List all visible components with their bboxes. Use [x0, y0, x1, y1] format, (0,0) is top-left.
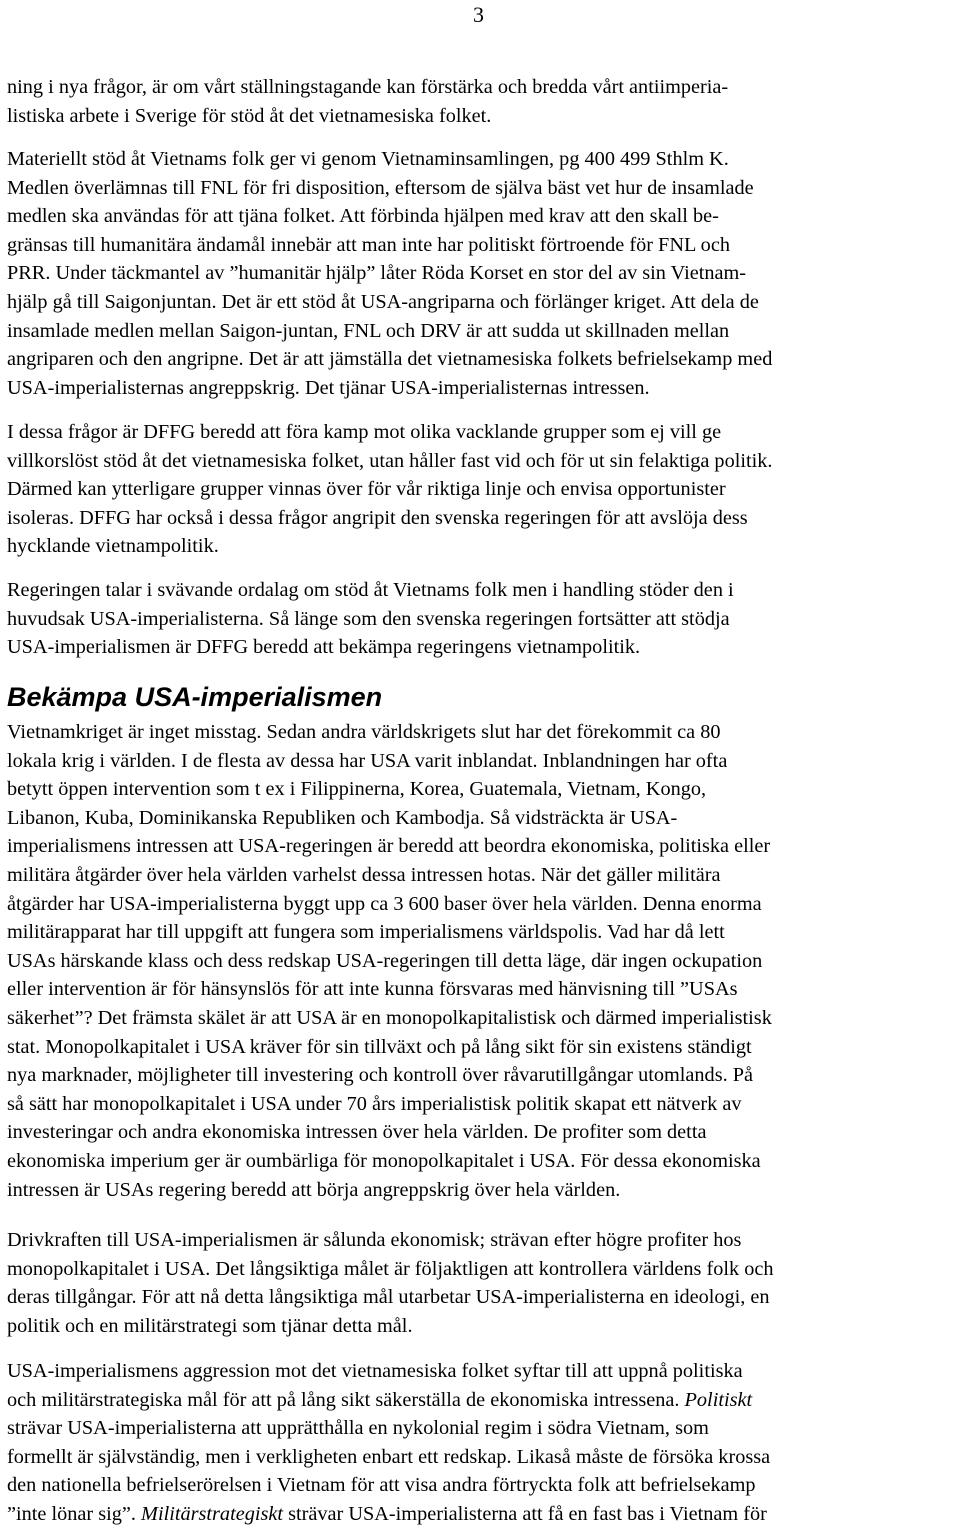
text-line: villkorslöst stöd åt det vietnamesiska folket, utan håller fast vid och för ut sin felaktiga politik.: [7, 449, 773, 472]
paragraph: [7, 145, 772, 402]
text-line: Regeringen talar i svävande ordalag om stöd åt Vietnams folk men i handling stöder den i: [7, 579, 734, 601]
text-line: isoleras. DFFG har också i dessa frågor angripit den svenska regeringen för att avslöja dess: [7, 506, 748, 529]
text-line: USA-imperialismens aggression mot det vietnamesiska folket syftar till att uppnå politiska: [7, 1360, 743, 1382]
text-line: insamlade medlen mellan Saigon-juntan, FNL och DRV är att sudda ut skillnaden mellan: [7, 319, 730, 342]
text-line: formellt är självständig, men i verkligheten enbart ett redskap. Likaså måste de försöka krossa: [7, 1445, 771, 1468]
text-line: USA-imperialismen är DFFG beredd att bekämpa regeringens vietnampolitik.: [7, 636, 641, 659]
text-line: lokala krig i världen. I de flesta av dessa har USA varit inblandat. Inblandningen har ofta: [7, 749, 728, 772]
text-line: säkerhet”? Det främsta skälet är att USA är en monopolkapitalistisk och därmed imperialistisk: [7, 1006, 772, 1029]
text-line: USAs härskande klass och dess redskap USA-regeringen till detta läge, där ingen ockupation: [7, 949, 763, 972]
text-line: militärapparat har till uppgift att fungera som imperialismens världspolis. Vad har då lett: [7, 921, 725, 944]
text-line: nya marknader, möjligheter till investering och kontroll över råvarutillgångar utomlands. På: [7, 1064, 754, 1087]
text-line: Libanon, Kuba, Dominikanska Republiken och Kambodja. Så vidsträckta är USA-: [7, 806, 678, 829]
text-line: angriparen och den angripne. Det är att jämställa det vietnamesiska folkets befrielsekamp med: [7, 348, 773, 371]
text-run: och militärstrategiska mål för att på lång sikt säkerställa de ekonomiska intressena.: [7, 1388, 685, 1411]
text-line: militära åtgärder över hela världen varhelst dessa intressen hotas. När det gäller militära: [7, 863, 721, 886]
text-line: investeringar och andra ekonomiska intressen över hela världen. De profiter som detta: [7, 1121, 707, 1144]
text-line: Därmed kan ytterligare grupper vinnas över för vår riktiga linje och envisa opportunister: [7, 478, 726, 501]
text-line: hycklande vietnampolitik.: [7, 535, 219, 558]
text-line: politik och en militärstrategi som tjänar detta mål.: [7, 1314, 413, 1337]
emphasis-text: Militärstrategiskt: [141, 1502, 284, 1525]
text-line: strävar USA-imperialisterna att upprätthålla en nykolonial regim i södra Vietnam, som: [7, 1417, 709, 1440]
text-line: Vietnamkriget är inget misstag. Sedan andra världskrigets slut har det förekommit ca 80: [7, 721, 721, 743]
emphasis-text: Politiskt: [684, 1388, 753, 1411]
text-line: medlen ska användas för att tjäna folket. Att förbinda hjälpen med krav att den skall be-: [7, 205, 719, 228]
text-line: Materiellt stöd åt Vietnams folk ger vi genom Vietnaminsamlingen, pg 400 499 Sthlm K.: [7, 148, 729, 170]
text-line: stat. Monopolkapitalet i USA kräver för sin tillväxt och på lång sikt för sin existens ständigt: [7, 1035, 752, 1058]
paragraph: [7, 1226, 774, 1340]
text-line: så sätt har monopolkapitalet i USA under 70 års imperialistisk politik skapat ett nätverk av: [7, 1092, 742, 1115]
text-line: [7, 1386, 770, 1415]
paragraph: [7, 73, 728, 130]
text-line: ning i nya frågor, är om vårt ställningstagande kan förstärka och bredda vårt antiimperia-: [7, 76, 729, 98]
paragraph: [7, 1357, 770, 1529]
text-line: eller intervention är för hänsynslös för att inte kunna försvaras med hänvisning till ”USAs: [7, 978, 738, 1001]
text-line: Drivkraften till USA-imperialismen är sålunda ekonomisk; strävan efter högre profiter hos: [7, 1229, 742, 1251]
text-line: intressen är USAs regering beredd att börja angreppskrig över hela världen.: [7, 1178, 621, 1201]
text-line: monopolkapitalet i USA. Det långsiktiga målet är följaktligen att kontrollera världens folk och: [7, 1257, 774, 1280]
text-run: strävar USA-imperialisterna att få en fast bas i Vietnam för: [283, 1502, 767, 1525]
text-line: Medlen överlämnas till FNL för fri disposition, eftersom de själva bäst vet hur de insamlade: [7, 176, 754, 199]
text-line: [7, 1500, 770, 1529]
text-line: USA-imperialisternas angreppskrig. Det tjänar USA-imperialisternas intressen.: [7, 376, 650, 399]
text-line: huvudsak USA-imperialisterna. Så länge som den svenska regeringen fortsätter att stödja: [7, 607, 730, 630]
text-line: PRR. Under täckmantel av ”humanitär hjälp” låter Röda Korset en stor del av sin Vietnam-: [7, 262, 747, 285]
text-line: den nationella befrielserörelsen i Vietnam för att visa andra förtryckta folk att befrielsekamp: [7, 1474, 756, 1497]
text-line: ekonomiska imperium ger är oumbärliga för monopolkapitalet i USA. För dessa ekonomiska: [7, 1149, 761, 1172]
paragraph: [7, 418, 772, 561]
text-line: I dessa frågor är DFFG beredd att föra kamp mot olika vacklande grupper som ej vill ge: [7, 421, 722, 443]
text-line: gränsas till humanitära ändamål innebär att man inte har politiskt förtroende för FNL och: [7, 233, 730, 256]
text-line: imperialismens intressen att USA-regeringen är beredd att beordra ekonomiska, politiska eller: [7, 835, 771, 858]
section-heading: Bekämpa USA-imperialismen: [7, 682, 383, 712]
text-run: ”inte lönar sig”.: [7, 1502, 142, 1525]
page-number: 3: [473, 2, 484, 27]
text-line: betytt öppen intervention som t ex i Filippinerna, Korea, Guatemala, Vietnam, Kongo,: [7, 778, 707, 801]
paragraph: [7, 718, 772, 1204]
text-line: listiska arbete i Sverige för stöd åt det vietnamesiska folket.: [7, 104, 492, 127]
text-line: åtgärder har USA-imperialisterna byggt upp ca 3 600 baser över hela världen. Denna enorma: [7, 892, 762, 915]
text-line: deras tillgångar. För att nå detta långsiktiga mål utarbetar USA-imperialisterna en ideologi, en: [7, 1286, 770, 1309]
text-line: hjälp gå till Saigonjuntan. Det är ett stöd åt USA-angriparna och förlänger kriget. Att dela de: [7, 290, 759, 313]
paragraph: [7, 576, 734, 662]
